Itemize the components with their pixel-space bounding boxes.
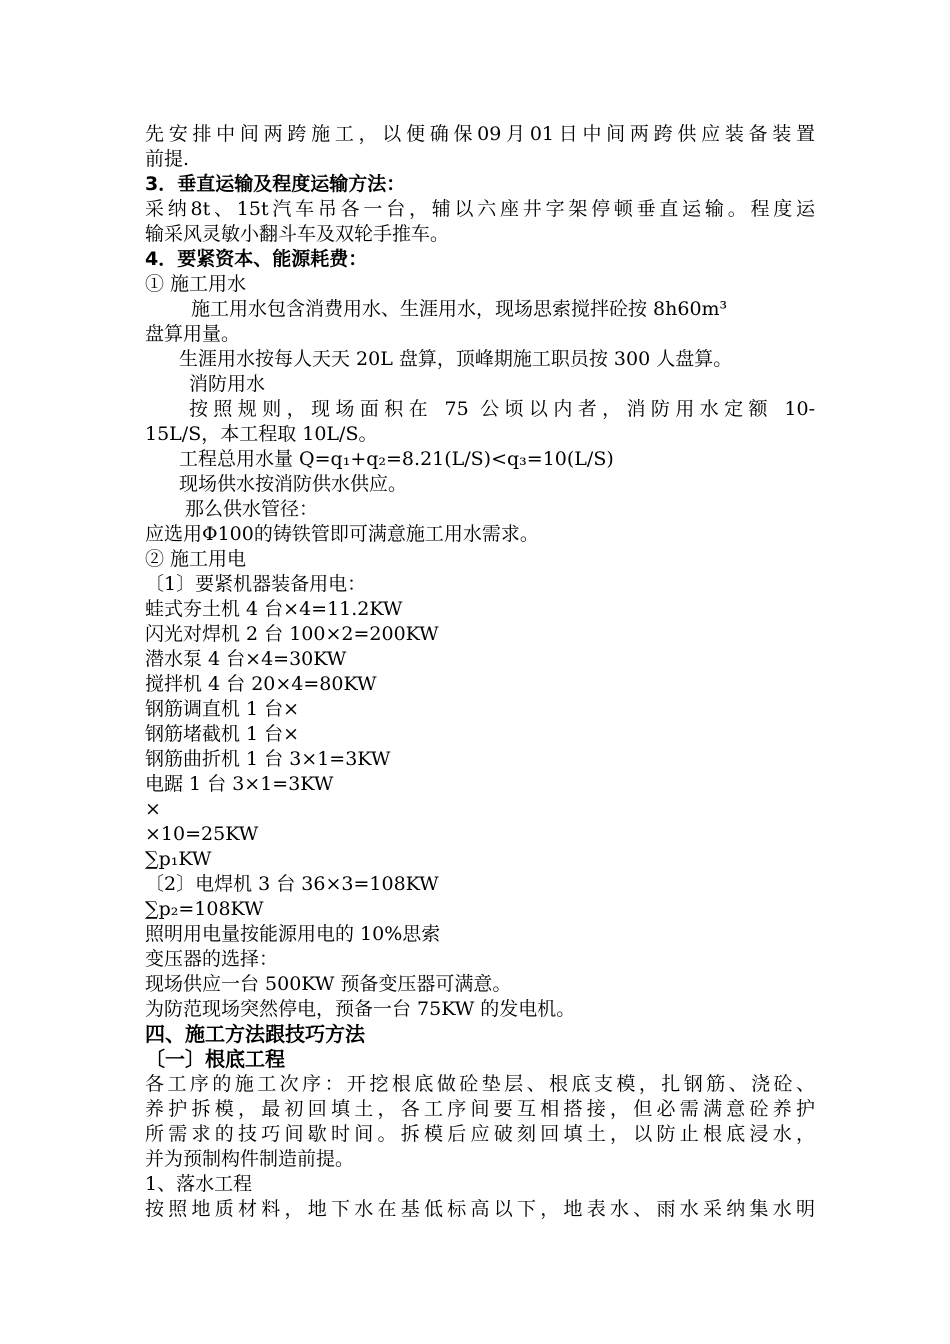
body-line: 养护拆模，最初回填土，各工序间要互相搭接，但必需满意砼养护 [145,1098,815,1120]
list-item: ×10=25KW [145,823,259,845]
body-line: 生涯用水按每人天天 20L 盘算，顶峰期施工职员按 300 人盘算。 [179,348,733,370]
list-item: 蛙式夯土机 4 台×4=11.2KW [145,598,403,620]
body-line: 先安排中间两跨施工，以便确保09月01日中间两跨供应装备装置 [145,123,815,145]
list-item: 闪光对焊机 2 台 100×2=200KW [145,623,439,645]
subsection-title: ② 施工用电 [145,548,247,570]
body-line: 施工用水包含消费用水、生涯用水，现场思索搅拌砼按 8h60m³ [191,298,728,320]
body-line: 输采风灵敏小翻斗车及双轮手推车。 [145,223,450,245]
sum-line: ∑p₂=108KW [145,898,264,920]
body-line: 前提. [145,148,190,170]
list-item: 电踞 1 台 3×1=3KW [145,773,334,795]
list-item: 潜水泵 4 台×4=30KW [145,648,347,670]
list-item: 钢筋调直机 1 台× [145,698,300,720]
body-line: 盘算用量。 [145,323,241,345]
sum-line: ∑p₁KW [145,848,212,870]
body-line: 为防范现场突然停电，预备一台 75KW 的发电机。 [145,998,576,1020]
body-line: 所需求的技巧间歇时间。拆模后应破刻回填土，以防止根底浸水， [145,1123,815,1145]
document-page [145,122,815,1222]
body-line: 按照规则，现场面积在 75 公顷以内者，消防用水定额 10- [189,398,815,420]
body-line: 变压器的选择： [145,948,279,970]
subsection-title: 1、落水工程 [145,1173,253,1195]
body-line: 15L/S，本工程取 10L/S。 [145,423,378,445]
subsection-title: ① 施工用水 [145,273,247,295]
body-line: 那么供水管径： [185,498,319,520]
list-item: 〔2〕电焊机 3 台 36×3=108KW [145,873,439,895]
body-line: 照明用电量按能源用电的 10%思索 [145,923,441,945]
section-heading: 4．要紧资本、能源耗费： [145,248,368,270]
body-line: 应选用Φ100的铸铁管即可满意施工用水需求。 [145,523,539,545]
body-line: 现场供水按消防供水供应。 [179,473,408,495]
body-line: 〔1〕要紧机器装备用电： [145,573,367,595]
body-line: 现场供应一台 500KW 预备变压器可满意。 [145,973,512,995]
list-item: 钢筋曲折机 1 台 3×1=3KW [145,748,391,770]
body-line: 各工序的施工次序：开挖根底做砼垫层、根底支模，扎钢筋、浇砼、 [145,1073,815,1095]
chapter-heading: 四、施工方法跟技巧方法 [145,1022,365,1046]
section-heading: 〔一〕根底工程 [145,1047,285,1071]
list-item: 搅拌机 4 台 20×4=80KW [145,673,377,695]
body-line: 消防用水 [189,373,266,395]
list-item: 钢筋堵截机 1 台× [145,723,300,745]
body-line: 采纳8t、15t汽车吊各一台，辅以六座井字架停顿垂直运输。程度运 [145,198,815,220]
section-heading: 3．垂直运输及程度运输方法： [145,173,406,195]
body-line: 并为预制构件制造前提。 [145,1148,355,1170]
list-item: × [145,798,161,820]
body-line: 按照地质材料，地下水在基低标高以下，地表水、雨水采纳集水明 [145,1198,815,1220]
formula-line: 工程总用水量 Q=q₁+q₂=8.21(L/S)<q₃=10(L/S) [179,448,614,470]
